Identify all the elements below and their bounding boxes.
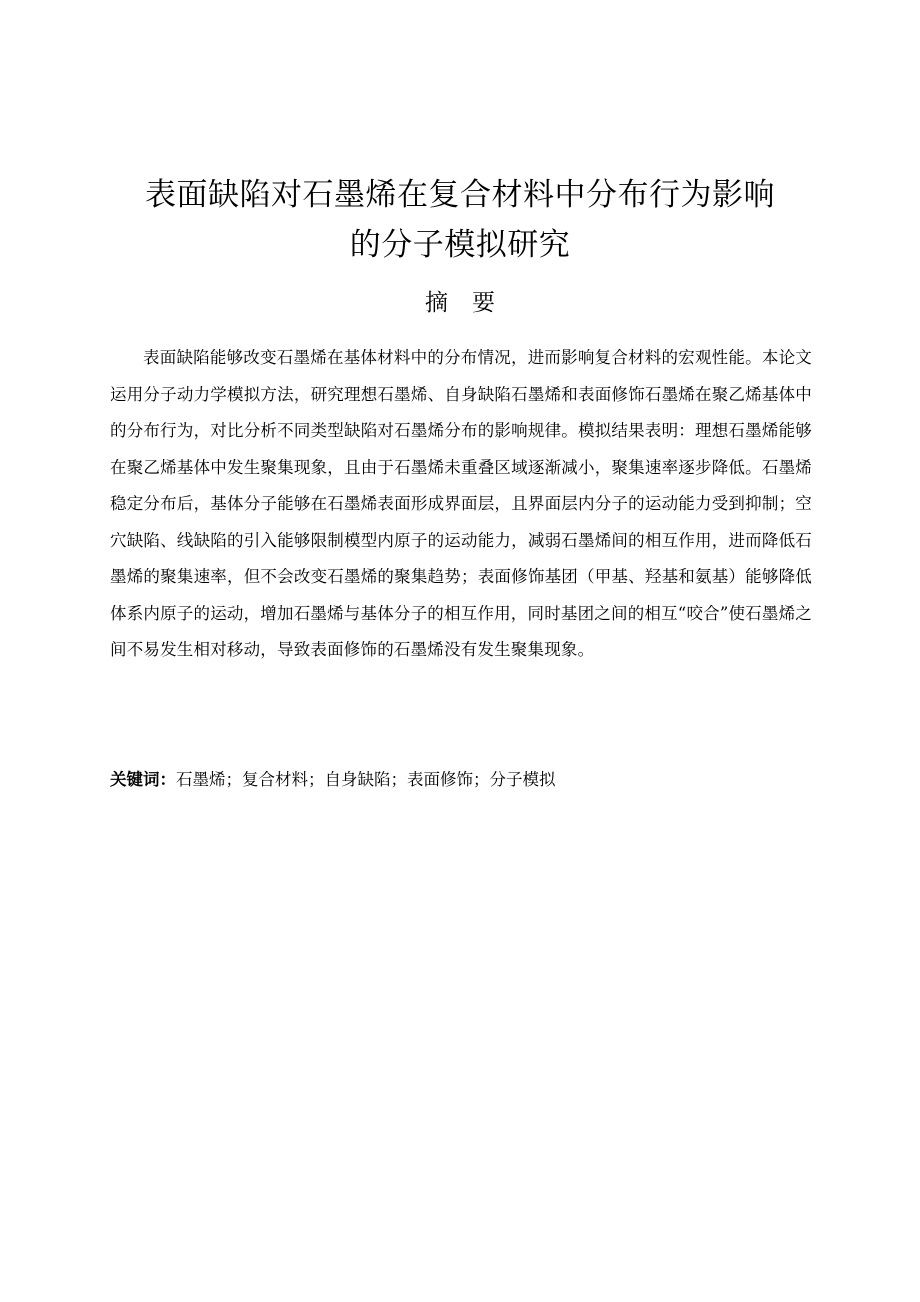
abstract-heading-char-1: 摘 [425,290,448,316]
abstract-heading [260,285,660,321]
paper-title-line-2: 的分子模拟研究 [349,227,571,263]
abstract-heading-char-2: 要 [472,290,495,316]
paper-title-line-1: 表面缺陷对石墨烯在复合材料中分布行为影响 [145,177,775,213]
keywords-list: 石墨烯；复合材料；自身缺陷；表面修饰；分子模拟 [176,770,556,789]
keywords-label: 关键词： [110,770,176,789]
keywords-line [110,762,812,798]
abstract-body: 表面缺陷能够改变石墨烯在基体材料中的分布情况，进而影响复合材料的宏观性能。本论文运用分子动力学模拟方法，研究理想石墨烯、自身缺陷石墨烯和表面修饰石墨烯在聚乙烯基体中的分布行为，对比分析不同类型缺陷对石墨烯分布的影响规律。模拟结果表明：理想石墨烯能够在聚乙烯基体中发生聚集现象，且由于石墨烯未重叠区域逐渐减小，聚集速率逐步降低。石墨烯稳定分布后，基体分子能够在石墨烯表面形成界面层，且界面层内分子的运动能力受到抑制；空穴缺陷、线缺陷的引入能够限制模型内原子的运动能力，减弱石墨烯间的相互作用，进而降低石墨烯的聚集速率，但不会改变石墨烯的聚集趋势；表面修饰基团（甲基、羟基和氨基）能够降低体系内原子的运动，增加石墨烯与基体分子的相互作用，同时基团之间的相互“咬合”使石墨烯之间不易发生相对移动，导致表面修饰的石墨烯没有发生聚集现象。 [110,348,812,659]
